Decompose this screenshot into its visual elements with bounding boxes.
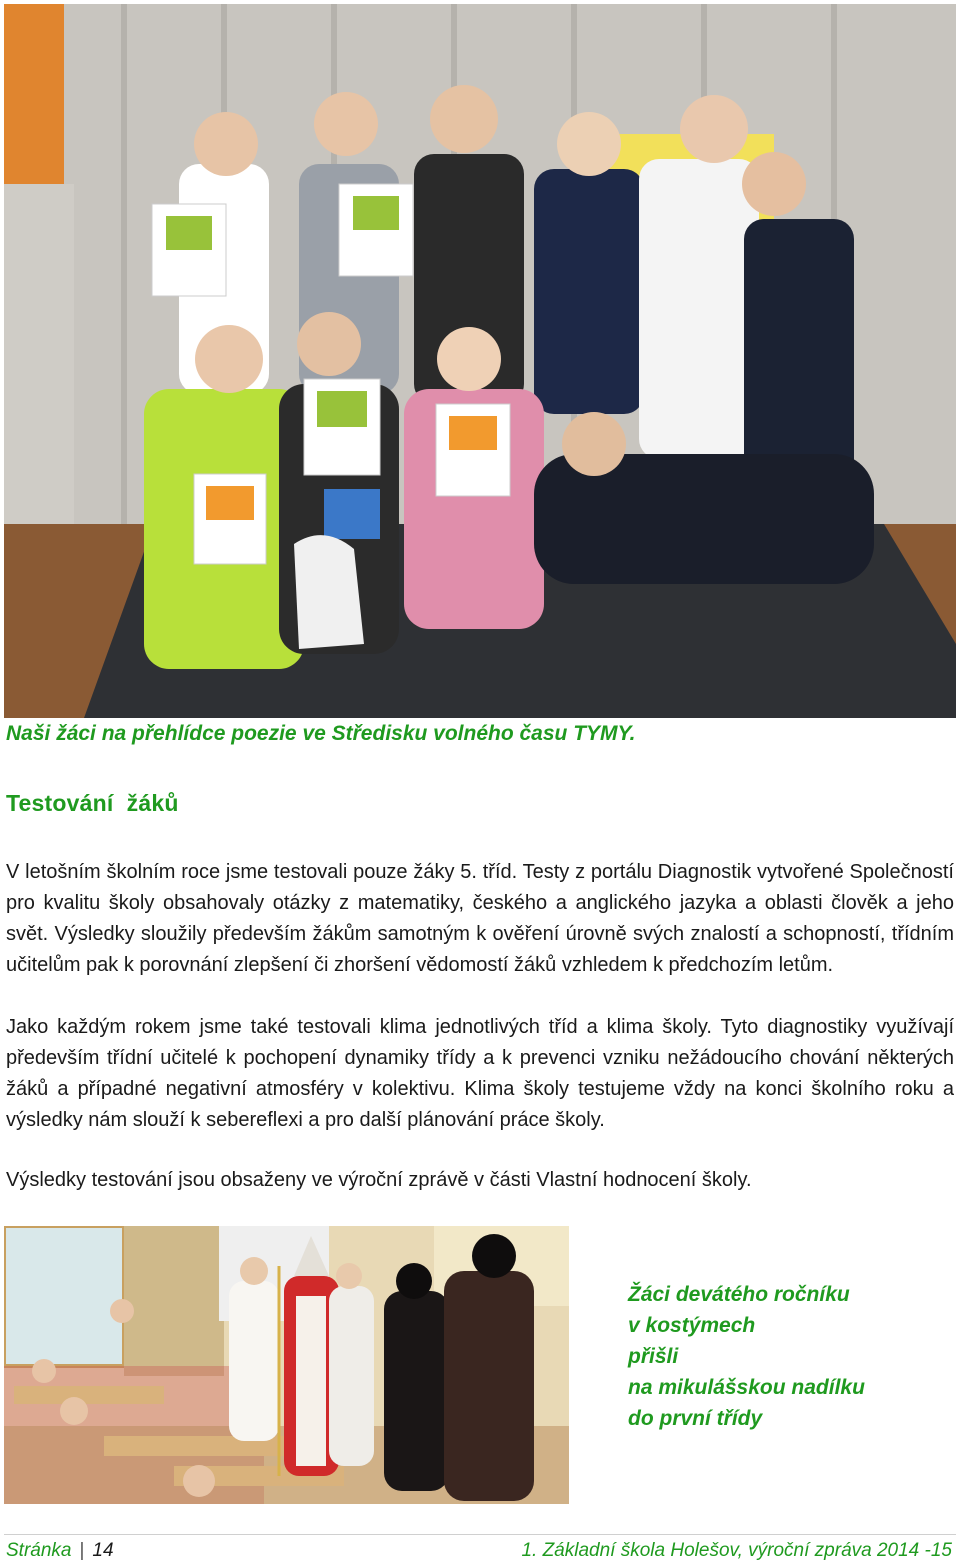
caption-line: přišli xyxy=(628,1345,679,1368)
st-nicholas-classroom-photo xyxy=(4,1226,569,1504)
paragraph-climate: Jako každým rokem jsme také testovali klima jednotlivých tříd a klima školy. Tyto diagnostiky využívají především třídní učitelé k pochopení dynamiky třídy a k prevenci vzniku nežádoucího chování některých žáků a případné negativní atmosféry v kolektivu. Klima školy testujeme vždy na konci školního roku a výsledky nám slouží k sebereflexi a pro další plánování práce školy. xyxy=(6,1016,954,1131)
caption-line: na mikulášskou nadílku xyxy=(628,1376,865,1399)
paragraph-testing: V letošním školním roce jsme testovali pouze žáky 5. tříd. Testy z portálu Diagnostik vytvořené Společností pro kvalitu školy obsahovaly otázky z matematiky, českého a anglického jazyka a oblasti člověk a jeho svět. Výsledky sloužily především žákům samotným k ověření úrovně svých znalostí a schopností, třídním učitelům pak k porovnání zlepšení či zhoršení vědomostí žáků vzhledem k předchozím letům. xyxy=(6,861,954,976)
page-number-label xyxy=(6,1540,114,1562)
paragraph-results: Výsledky testování jsou obsaženy ve výroční zprávě v části Vlastní hodnocení školy. xyxy=(6,1169,752,1191)
page-number: 14 xyxy=(92,1540,114,1561)
section-heading: Testování žáků xyxy=(6,790,179,816)
page-label: Stránka xyxy=(6,1540,72,1561)
bottom-photo-caption xyxy=(628,1279,948,1434)
poetry-contest-photo xyxy=(4,4,956,718)
footer-divider xyxy=(4,1534,956,1535)
caption-line: Žáci devátého ročníku xyxy=(628,1283,850,1306)
caption-line: v kostýmech xyxy=(628,1314,756,1337)
top-photo-caption: Naši žáci na přehlídce poezie ve Středisku volného času TYMY. xyxy=(6,722,636,745)
caption-line: do první třídy xyxy=(628,1407,763,1430)
page-separator: | xyxy=(79,1540,85,1561)
document-title: 1. Základní škola Holešov, výroční zpráva 2014 -15 xyxy=(521,1540,952,1561)
